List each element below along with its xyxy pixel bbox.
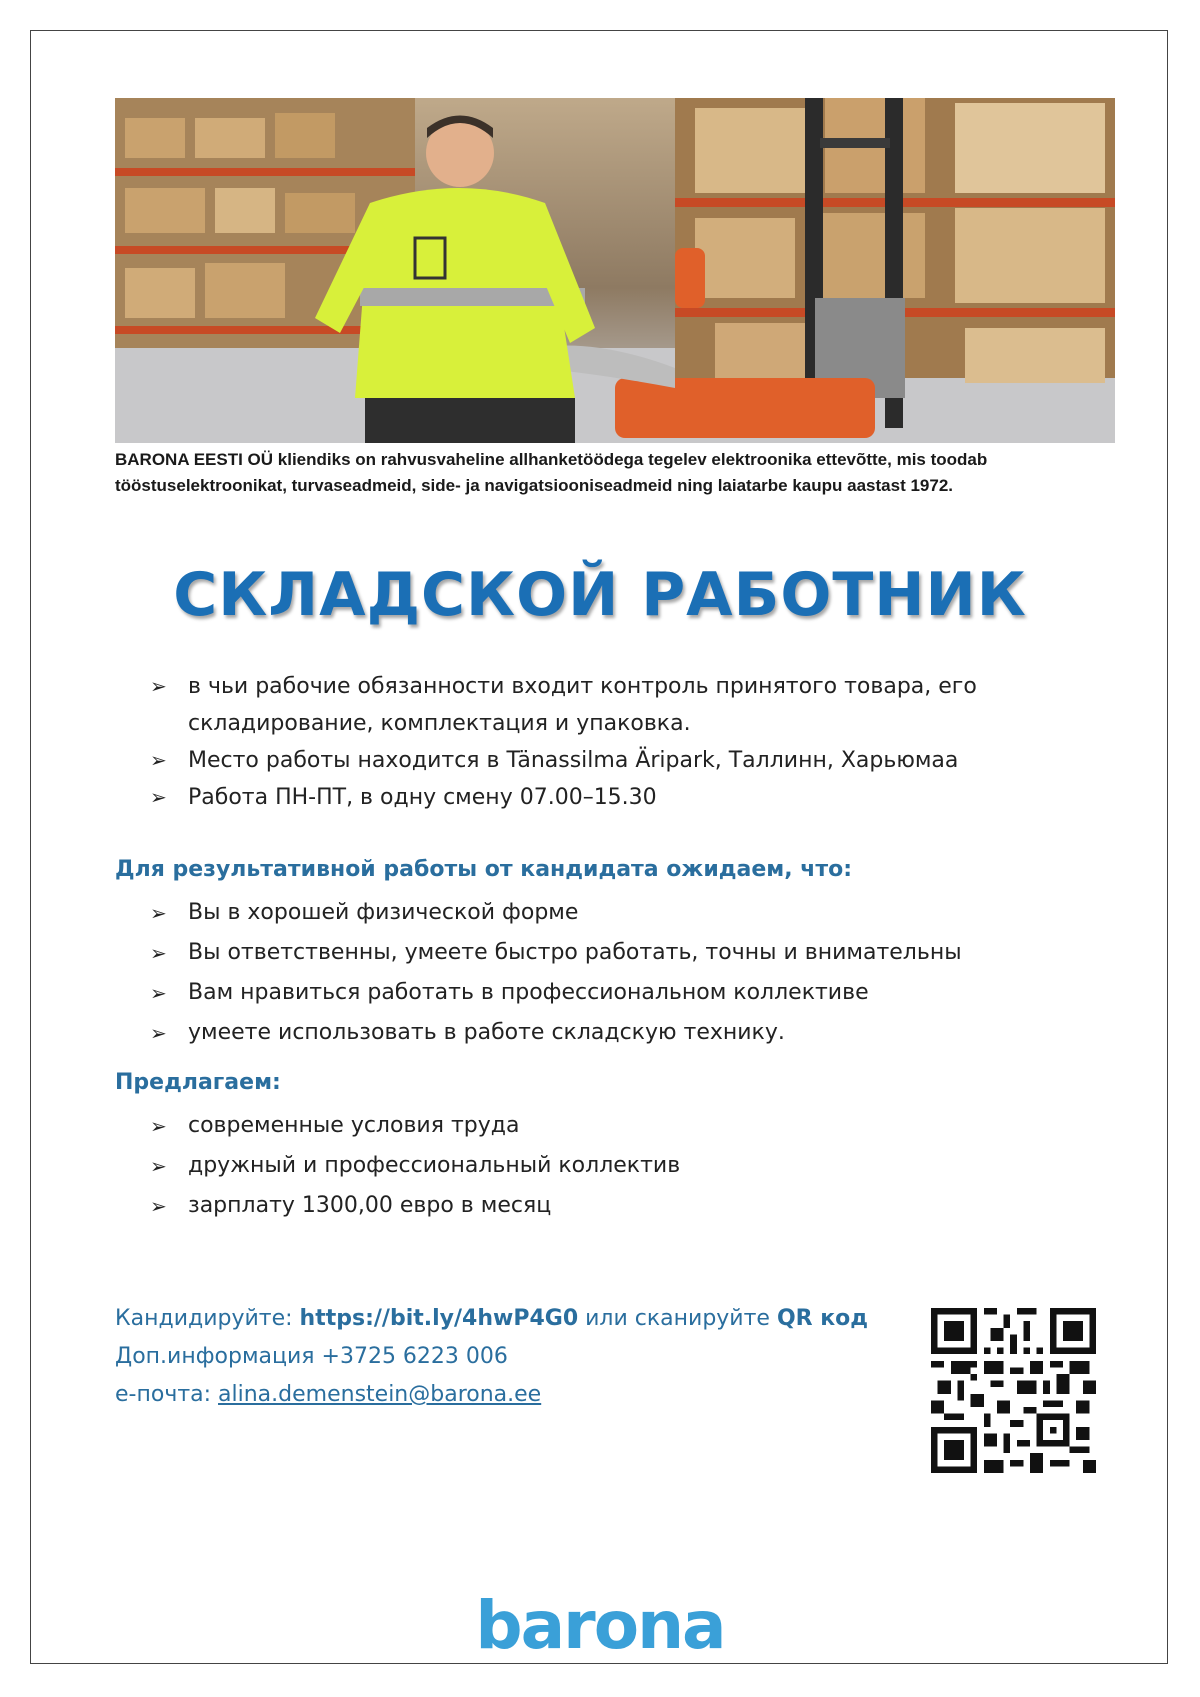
offer-list xyxy=(150,1106,1110,1226)
arrow-bullet-icon: ➢ xyxy=(150,981,167,1005)
hero-photo xyxy=(115,98,1115,443)
apply-line: Кандидируйте: https://bit.ly/4hwP4G0 или сканируйте QR код xyxy=(115,1306,869,1331)
list-item: ➢ современные условия труда xyxy=(150,1106,1110,1146)
barona-logo xyxy=(460,1590,740,1660)
requirements-list xyxy=(150,893,1110,1053)
duties-list xyxy=(150,668,1110,816)
email-line: e-почта: alina.demenstein@barona.ee xyxy=(115,1382,542,1407)
info-phone: Доп.информация +3725 6223 006 xyxy=(115,1344,508,1369)
contact-block xyxy=(115,1300,868,1414)
arrow-bullet-icon: ➢ xyxy=(150,1154,167,1178)
company-intro: BARONA EESTI OÜ kliendiks on rahvusvaheline allhanketöödega tegelev elektroonika ettevõtte, mis toodab tööstuselektroonikat, turvaseadmeid, side- ja navigatsiooniseadmeid ning laiatarbe kaupu aastast 1972. xyxy=(115,450,988,495)
list-item: ➢ зарплату 1300,00 евро в месяц xyxy=(150,1186,1110,1226)
list-item: ➢ Вы в хорошей физической форме xyxy=(150,893,1110,933)
requirements-heading: Для результативной работы от кандидата ожидаем, что: xyxy=(115,857,853,882)
list-item: ➢ Работа ПН-ПТ, в одну смену 07.00–15.30 xyxy=(150,779,1110,816)
apply-link[interactable]: https://bit.ly/4hwP4G0 xyxy=(299,1306,579,1331)
list-item: ➢ в чьи рабочие обязанности входит контроль принятого товара, его складирование, комплектация и упаковка. xyxy=(150,668,1110,742)
arrow-bullet-icon: ➢ xyxy=(150,785,167,809)
logo-text: barona xyxy=(475,1590,725,1660)
arrow-bullet-icon: ➢ xyxy=(150,1021,167,1045)
list-item: ➢ умеете использовать в работе складскую технику. xyxy=(150,1013,1110,1053)
list-item: ➢ Вам нравиться работать в профессиональном коллективе xyxy=(150,973,1110,1013)
arrow-bullet-icon: ➢ xyxy=(150,748,167,772)
email-link[interactable]: alina.demenstein@barona.ee xyxy=(218,1382,542,1407)
warehouse-photo-illustration xyxy=(115,98,1115,443)
job-title: СКЛАДСКОЙ РАБОТНИК xyxy=(173,560,1027,630)
arrow-bullet-icon: ➢ xyxy=(150,674,167,698)
list-item: ➢ Вы ответственны, умеете быстро работать, точны и внимательны xyxy=(150,933,1110,973)
list-item: ➢ дружный и профессиональный коллектив xyxy=(150,1146,1110,1186)
arrow-bullet-icon: ➢ xyxy=(150,941,167,965)
arrow-bullet-icon: ➢ xyxy=(150,901,167,925)
list-item: ➢ Место работы находится в Tänassilma Äripark, Таллинн, Харьюмаа xyxy=(150,742,1110,779)
arrow-bullet-icon: ➢ xyxy=(150,1114,167,1138)
qr-code-icon[interactable] xyxy=(931,1308,1096,1473)
offer-heading: Предлагаем: xyxy=(115,1070,281,1095)
arrow-bullet-icon: ➢ xyxy=(150,1194,167,1218)
